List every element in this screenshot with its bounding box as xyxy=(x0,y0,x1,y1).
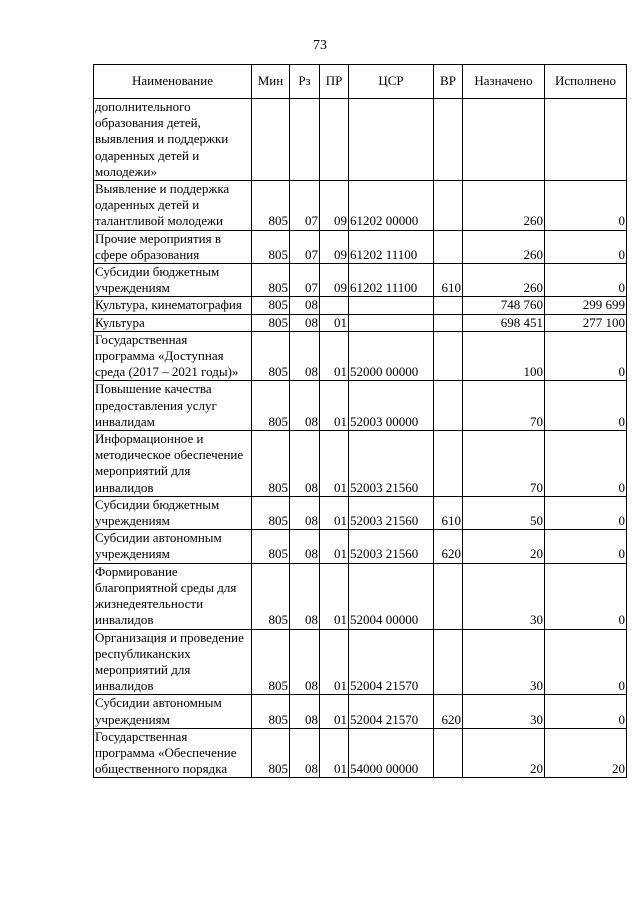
cell-name: Прочие мероприятия в сфере образования xyxy=(94,230,252,263)
cell-executed: 0 xyxy=(545,264,627,297)
cell-vr: 610 xyxy=(434,496,463,529)
cell-vr xyxy=(434,431,463,497)
cell-rz: 08 xyxy=(290,331,320,381)
cell-rz: 07 xyxy=(290,181,320,231)
cell-assigned: 50 xyxy=(463,496,545,529)
cell-rz: 08 xyxy=(290,381,320,431)
page-number: 73 xyxy=(313,38,327,53)
cell-min: 805 xyxy=(252,530,290,563)
cell-vr: 610 xyxy=(434,264,463,297)
cell-name: Формирование благоприятной среды для жизнедеятельности инвалидов xyxy=(94,563,252,629)
cell-assigned: 20 xyxy=(463,530,545,563)
cell-assigned xyxy=(463,99,545,181)
cell-min: 805 xyxy=(252,264,290,297)
cell-pr: 09 xyxy=(320,264,349,297)
cell-vr: 620 xyxy=(434,695,463,728)
cell-executed: 20 xyxy=(545,728,627,778)
table-row xyxy=(94,695,627,728)
cell-name: Культура, кинематография xyxy=(94,297,252,314)
cell-min: 805 xyxy=(252,695,290,728)
cell-executed: 0 xyxy=(545,563,627,629)
cell-csr: 52003 21560 xyxy=(349,496,434,529)
cell-min: 805 xyxy=(252,314,290,331)
cell-executed: 0 xyxy=(545,381,627,431)
cell-name: Субсидии автономным учреждениям xyxy=(94,695,252,728)
cell-executed: 0 xyxy=(545,181,627,231)
cell-rz xyxy=(290,99,320,181)
cell-name: Государственная программа «Доступная среда (2017 – 2021 годы)» xyxy=(94,331,252,381)
cell-pr: 01 xyxy=(320,728,349,778)
cell-pr: 01 xyxy=(320,381,349,431)
header-vr: ВР xyxy=(434,65,463,99)
cell-csr xyxy=(349,99,434,181)
cell-executed: 0 xyxy=(545,230,627,263)
cell-min xyxy=(252,99,290,181)
cell-pr: 01 xyxy=(320,331,349,381)
cell-csr: 52004 21570 xyxy=(349,695,434,728)
cell-vr: 620 xyxy=(434,530,463,563)
cell-csr: 52003 21560 xyxy=(349,431,434,497)
cell-rz: 08 xyxy=(290,563,320,629)
cell-rz: 08 xyxy=(290,629,320,695)
table-row xyxy=(94,496,627,529)
table-row xyxy=(94,563,627,629)
header-executed: Исполнено xyxy=(545,65,627,99)
cell-min: 805 xyxy=(252,629,290,695)
cell-executed: 0 xyxy=(545,331,627,381)
cell-vr xyxy=(434,99,463,181)
cell-vr xyxy=(434,181,463,231)
cell-pr: 01 xyxy=(320,530,349,563)
cell-rz: 08 xyxy=(290,297,320,314)
cell-name: Субсидии автономным учреждениям xyxy=(94,530,252,563)
cell-assigned: 30 xyxy=(463,695,545,728)
cell-csr: 52000 00000 xyxy=(349,331,434,381)
cell-executed: 0 xyxy=(545,629,627,695)
cell-rz: 08 xyxy=(290,496,320,529)
cell-rz: 08 xyxy=(290,695,320,728)
cell-name: Информационное и методическое обеспечение мероприятий для инвалидов xyxy=(94,431,252,497)
table-row xyxy=(94,314,627,331)
cell-assigned: 260 xyxy=(463,230,545,263)
cell-vr xyxy=(434,297,463,314)
cell-name: Организация и проведение республиканских мероприятий для инвалидов xyxy=(94,629,252,695)
cell-assigned: 30 xyxy=(463,563,545,629)
cell-assigned: 30 xyxy=(463,629,545,695)
header-min: Мин xyxy=(252,65,290,99)
table-row xyxy=(94,181,627,231)
cell-pr: 01 xyxy=(320,695,349,728)
cell-csr: 52004 00000 xyxy=(349,563,434,629)
table-row xyxy=(94,431,627,497)
cell-pr: 01 xyxy=(320,563,349,629)
cell-name: Субсидии бюджетным учреждениям xyxy=(94,496,252,529)
cell-assigned: 260 xyxy=(463,264,545,297)
table-header-row xyxy=(94,65,627,99)
cell-pr xyxy=(320,99,349,181)
cell-csr: 61202 11100 xyxy=(349,230,434,263)
cell-rz: 08 xyxy=(290,431,320,497)
header-csr: ЦСР xyxy=(349,65,434,99)
cell-name: Культура xyxy=(94,314,252,331)
cell-vr xyxy=(434,629,463,695)
cell-pr: 09 xyxy=(320,230,349,263)
header-rz: Рз xyxy=(290,65,320,99)
cell-rz: 08 xyxy=(290,314,320,331)
table-body xyxy=(94,99,627,778)
cell-rz: 07 xyxy=(290,264,320,297)
cell-pr: 01 xyxy=(320,431,349,497)
cell-csr: 61202 11100 xyxy=(349,264,434,297)
cell-assigned: 260 xyxy=(463,181,545,231)
cell-executed: 0 xyxy=(545,695,627,728)
cell-name: дополнительного образования детей, выявления и поддержки одаренных детей и молодежи» xyxy=(94,99,252,181)
table-row xyxy=(94,728,627,778)
cell-executed: 0 xyxy=(545,530,627,563)
cell-min: 805 xyxy=(252,496,290,529)
cell-assigned: 20 xyxy=(463,728,545,778)
cell-assigned: 748 760 xyxy=(463,297,545,314)
cell-csr: 54000 00000 xyxy=(349,728,434,778)
table-row xyxy=(94,297,627,314)
cell-min: 805 xyxy=(252,230,290,263)
cell-pr: 01 xyxy=(320,496,349,529)
cell-vr xyxy=(434,381,463,431)
cell-executed: 0 xyxy=(545,496,627,529)
cell-rz: 08 xyxy=(290,530,320,563)
table-row xyxy=(94,99,627,181)
cell-csr xyxy=(349,297,434,314)
cell-assigned: 70 xyxy=(463,381,545,431)
table-row xyxy=(94,381,627,431)
header-pr: ПР xyxy=(320,65,349,99)
cell-pr: 01 xyxy=(320,314,349,331)
cell-assigned: 70 xyxy=(463,431,545,497)
cell-vr xyxy=(434,331,463,381)
cell-csr: 52003 00000 xyxy=(349,381,434,431)
cell-min: 805 xyxy=(252,181,290,231)
table-row xyxy=(94,629,627,695)
cell-name: Выявление и поддержка одаренных детей и талантливой молодежи xyxy=(94,181,252,231)
cell-rz: 07 xyxy=(290,230,320,263)
cell-min: 805 xyxy=(252,563,290,629)
table-row xyxy=(94,331,627,381)
cell-vr xyxy=(434,728,463,778)
cell-vr xyxy=(434,230,463,263)
budget-table xyxy=(93,64,627,778)
header-assigned: Назначено xyxy=(463,65,545,99)
cell-min: 805 xyxy=(252,381,290,431)
cell-min: 805 xyxy=(252,431,290,497)
header-name: Наименование xyxy=(94,65,252,99)
cell-executed: 277 100 xyxy=(545,314,627,331)
cell-csr: 52004 21570 xyxy=(349,629,434,695)
cell-rz: 08 xyxy=(290,728,320,778)
cell-name: Повышение качества предоставления услуг инвалидам xyxy=(94,381,252,431)
cell-min: 805 xyxy=(252,297,290,314)
cell-min: 805 xyxy=(252,728,290,778)
table-row xyxy=(94,230,627,263)
cell-assigned: 100 xyxy=(463,331,545,381)
cell-assigned: 698 451 xyxy=(463,314,545,331)
cell-min: 805 xyxy=(252,331,290,381)
cell-vr xyxy=(434,314,463,331)
cell-executed: 0 xyxy=(545,431,627,497)
cell-pr xyxy=(320,297,349,314)
cell-csr: 52003 21560 xyxy=(349,530,434,563)
cell-name: Государственная программа «Обеспечение общественного порядка xyxy=(94,728,252,778)
table-row xyxy=(94,264,627,297)
cell-vr xyxy=(434,563,463,629)
table-row xyxy=(94,530,627,563)
cell-csr: 61202 00000 xyxy=(349,181,434,231)
cell-executed: 299 699 xyxy=(545,297,627,314)
cell-executed xyxy=(545,99,627,181)
cell-pr: 09 xyxy=(320,181,349,231)
cell-pr: 01 xyxy=(320,629,349,695)
cell-csr xyxy=(349,314,434,331)
cell-name: Субсидии бюджетным учреждениям xyxy=(94,264,252,297)
